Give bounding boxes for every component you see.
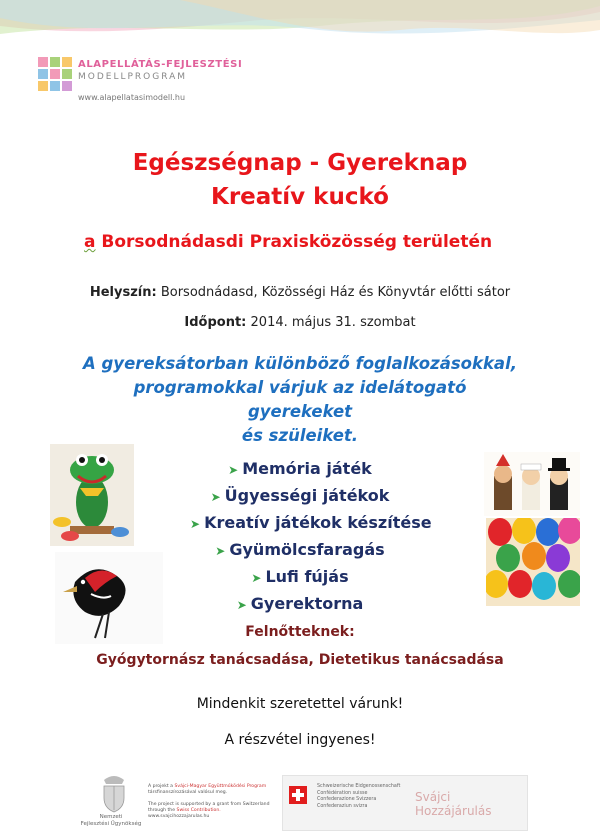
program-list xyxy=(190,456,432,618)
sponsor-text-part: A projekt a xyxy=(148,784,173,789)
arrow-bullet-icon: ➤ xyxy=(215,544,226,558)
sponsor-program-name: Svájci-Magyar Együttműködési Program xyxy=(174,784,267,789)
swiss-confederation-names xyxy=(317,784,400,810)
paper-roll-dolls-image xyxy=(484,452,580,516)
confederation-line: Confédération suisse xyxy=(317,790,368,796)
arrow-bullet-icon: ➤ xyxy=(251,571,262,585)
frog-craft-image xyxy=(50,444,134,546)
intro-line: és szüleiket. xyxy=(241,426,359,445)
sponsor-line: The project is supported by a grant from Switzerland xyxy=(148,802,270,807)
list-item xyxy=(190,483,410,510)
page-title: Egészségnap - Gyereknap xyxy=(132,150,468,176)
sponsor-contribution-name: Swiss Contribution. xyxy=(176,808,221,813)
arrow-bullet-icon: ➤ xyxy=(210,490,221,504)
page-subtitle xyxy=(84,232,574,252)
adults-services: Gyógytornász tanácsadása, Dietetikus tanácsadása xyxy=(96,652,504,668)
logo-mosaic-icon xyxy=(38,57,72,91)
subtitle-rest: Borsodnádasdi Praxisközösség területén xyxy=(95,232,493,252)
logo-url: www.alapellatasimodell.hu xyxy=(78,93,186,102)
brand-line: Hozzájárulás xyxy=(415,804,492,818)
hungarian-crest-icon xyxy=(92,770,136,814)
list-item-label: Ügyességi játékok xyxy=(224,486,390,505)
sponsor-line: társfinanszírozásával valósul meg. xyxy=(148,790,228,795)
location-line xyxy=(0,285,600,300)
date-value: 2014. május 31. szombat xyxy=(246,315,416,330)
header-wave-decoration xyxy=(0,0,600,60)
crest-label-line: Nemzeti xyxy=(99,814,123,820)
date-line xyxy=(0,315,600,330)
list-item xyxy=(190,591,410,618)
date-label: Időpont: xyxy=(184,315,247,330)
confederation-line: Confederazione Svizzera xyxy=(317,797,377,802)
location-label: Helyszín: xyxy=(89,285,157,300)
list-item xyxy=(190,564,410,591)
program-logo xyxy=(38,55,258,109)
swiss-contribution-brand xyxy=(415,790,491,818)
crest-label xyxy=(66,814,156,828)
list-item-label: Lufi fújás xyxy=(265,567,349,586)
list-item xyxy=(190,510,432,537)
list-item-label: Memória játék xyxy=(242,459,372,478)
sponsor-footer xyxy=(0,770,600,839)
location-value: Borsodnádasd, Közösségi Ház és Könyvtár előtti sátor xyxy=(156,285,511,300)
page-title-secondary: Kreatív kuckó xyxy=(211,184,389,210)
crest-label-line: Fejlesztési Ügynökség xyxy=(80,821,142,827)
adults-heading: Felnőtteknek: xyxy=(245,624,355,640)
free-entry-text: A részvétel ingyenes! xyxy=(224,732,376,748)
list-item xyxy=(190,456,410,483)
balloons-image xyxy=(486,518,580,606)
confederation-line: Schweizerische Eidgenossenschaft xyxy=(317,784,401,789)
intro-line: A gyereksátorban különböző foglalkozásokkal, xyxy=(82,354,517,373)
subtitle-first-word: a xyxy=(84,232,96,252)
list-item-label: Kreatív játékok készítése xyxy=(204,513,432,532)
arrow-bullet-icon: ➤ xyxy=(236,598,247,612)
arrow-bullet-icon: ➤ xyxy=(228,463,239,477)
sponsor-text xyxy=(148,784,276,820)
confederation-line: Confederaziun svizra xyxy=(317,803,368,809)
intro-paragraph xyxy=(80,352,520,448)
arrow-bullet-icon: ➤ xyxy=(190,517,201,531)
sponsor-text-part: through the xyxy=(148,808,176,813)
list-item-label: Gyerektorna xyxy=(250,594,364,613)
welcome-text: Mindenkit szeretettel várunk! xyxy=(196,696,404,712)
brand-line: Svájci xyxy=(415,790,451,804)
swiss-flag-icon xyxy=(289,786,307,804)
intro-line: programokkal várjuk az idelátogató gyerekeket xyxy=(133,378,467,421)
logo-subtitle: MODELLPROGRAM xyxy=(78,72,188,82)
swiss-contribution-logo xyxy=(282,775,528,831)
logo-title: ALAPELLÁTÁS-FEJLESZTÉSI xyxy=(78,59,243,70)
list-item xyxy=(190,537,410,564)
sponsor-url[interactable]: www.svajcihozzajarulas.hu xyxy=(148,814,210,819)
list-item-label: Gyümölcsfaragás xyxy=(229,540,385,559)
